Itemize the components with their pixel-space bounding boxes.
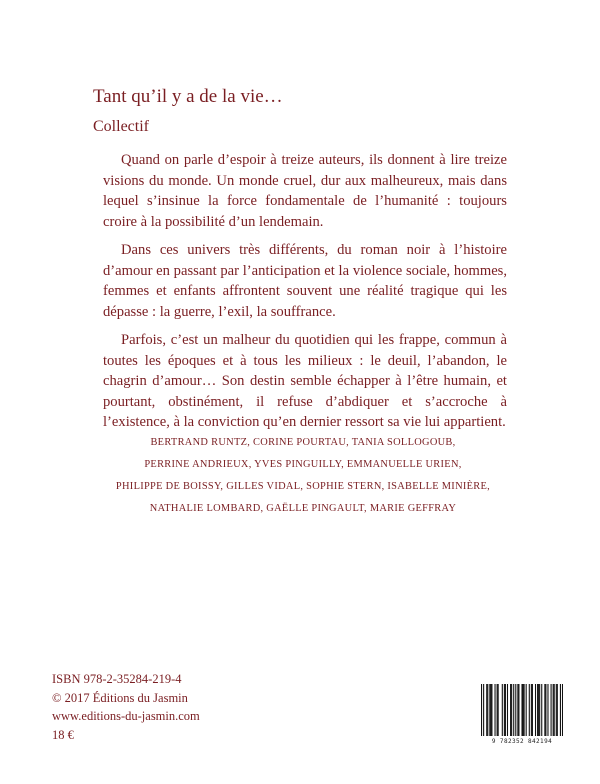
book-subtitle: Collectif (93, 118, 149, 135)
colophon (52, 670, 200, 744)
back-cover-blurb (103, 150, 507, 441)
book-title: Tant qu’il y a de la vie… (93, 86, 283, 107)
price: 18 € (52, 727, 74, 742)
author-line-4: NATHALIE LOMBARD, GAËLLE PINGAULT, MARIE GEFFRAY (149, 503, 457, 514)
barcode-bars (481, 682, 563, 738)
barcode (481, 682, 563, 746)
isbn: ISBN 978-2-35284-219-4 (52, 672, 182, 686)
blurb-paragraph-3: Parfois, c’est un malheur du quotidien qui les frappe, commun à toutes les époques et à tous les milieux : le deuil, l’abandon, le chagrin d’amour… Son destin semble échapper à l’être humain, et pourtant, obstinément, il refuse d’abdiquer et s’accroche à l’existence, à la conviction qu’en dernier ressort sa vie lui appartient. (103, 332, 507, 430)
author-line-3: PHILIPPE DE BOISSY, GILLES VIDAL, SOPHIE STERN, ISABELLE MINIÈRE, (115, 481, 491, 492)
barcode-digits: 9 782352 842194 (491, 738, 553, 745)
author-line-1: BERTRAND RUNTZ, CORINE POURTAU, TANIA SOLLOGOUB, (150, 437, 456, 448)
author-list (96, 432, 510, 520)
copyright: © 2017 Éditions du Jasmin (52, 690, 188, 705)
author-line-2: PERRINE ANDRIEUX, YVES PINGUILLY, EMMANUELLE URIEN, (144, 459, 462, 470)
publisher-website: www.editions-du-jasmin.com (52, 709, 200, 723)
blurb-paragraph-2: Dans ces univers très différents, du roman noir à l’histoire d’amour en passant par l’anticipation et la violence sociale, hommes, femmes et enfants affrontent souvent une réalité tragique qui les dépasse : la guerre, l’exil, la souffrance. (103, 242, 507, 320)
blurb-paragraph-1: Quand on parle d’espoir à treize auteurs, ils donnent à lire treize visions du monde. Un monde cruel, dur aux malheureux, mais dans lequel s’insinue la force fondamentale de l’humanité : toujours croire à la possibilité d’un lendemain. (103, 152, 507, 230)
